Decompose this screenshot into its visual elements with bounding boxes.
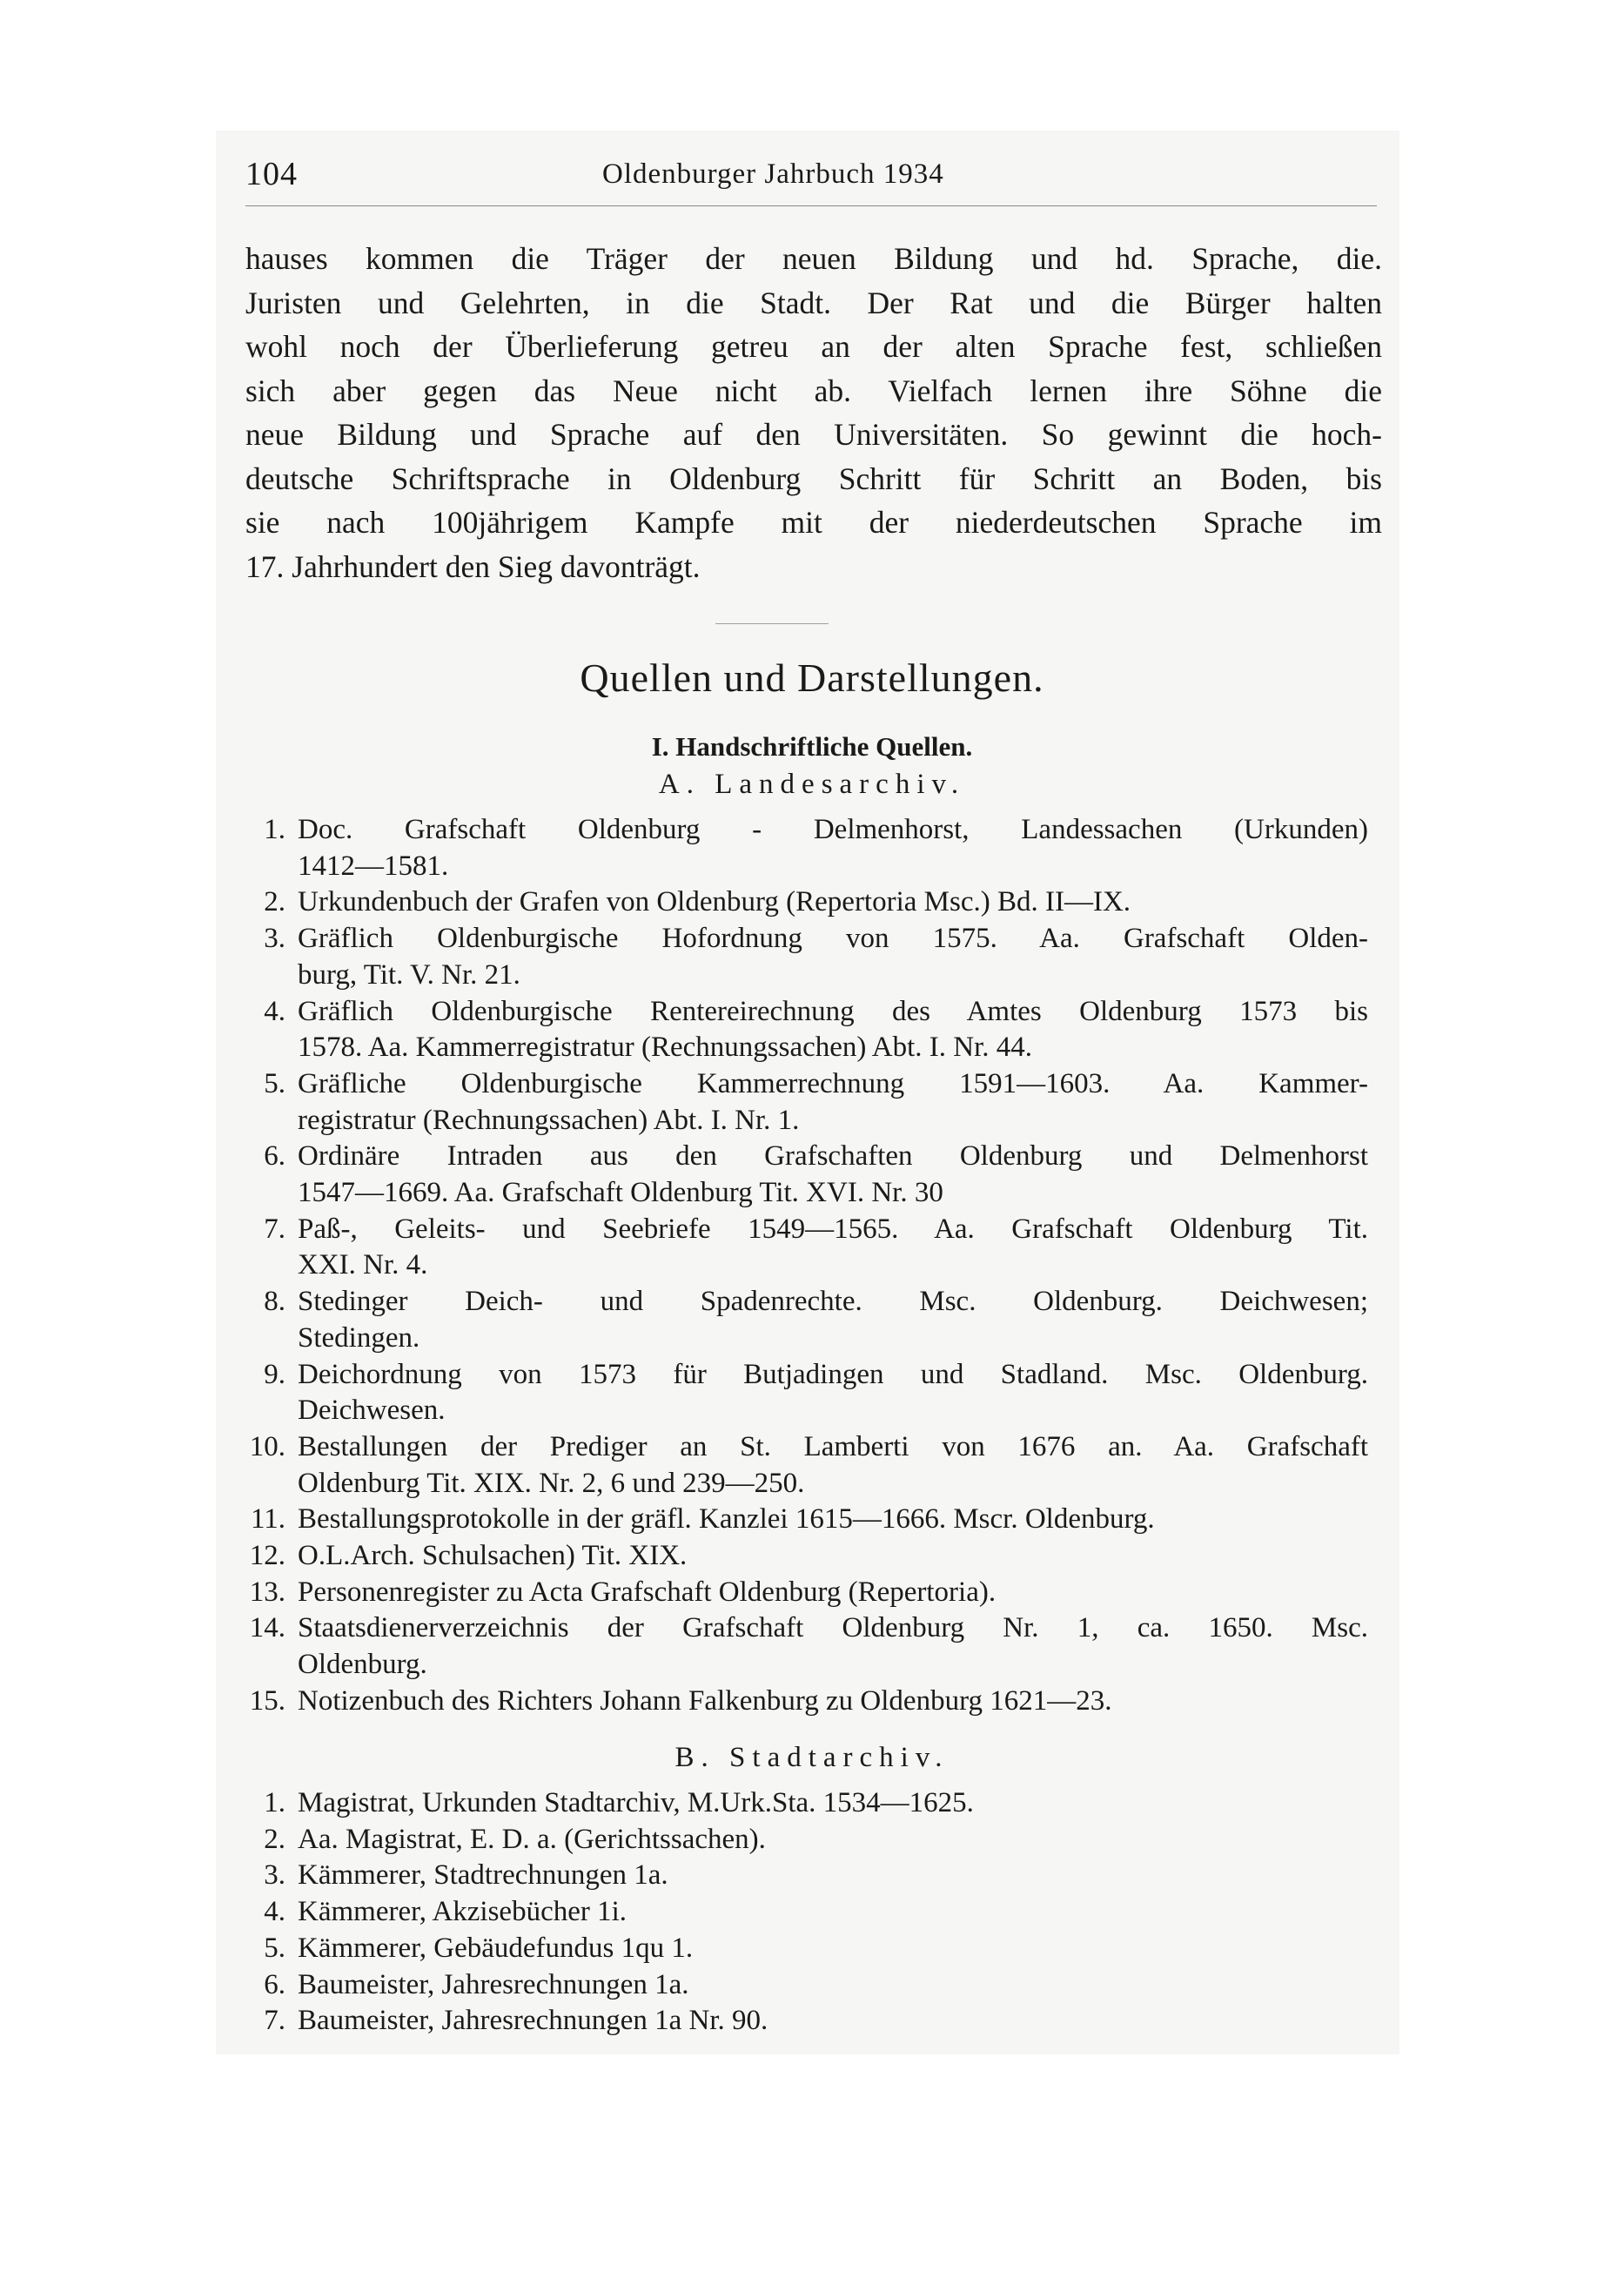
item-line: Gräfliche Oldenburgische Kammerrechnung 1591—1603. Aa. Kammer-: [298, 1067, 1368, 1099]
list-item: [245, 1284, 1368, 1356]
item-number: 12.: [249, 1540, 285, 1572]
stadtarchiv-heading: B. Stadtarchiv.: [674, 1742, 950, 1773]
landesarchiv-list: [245, 812, 1368, 1720]
paragraph-line: wohl noch der Überlieferung getreu an der alten Sprache fest, schließen: [245, 329, 1382, 364]
item-number: 6.: [264, 1968, 285, 2000]
paragraph-line: deutsche Schriftsprache in Oldenburg Schritt für Schritt an Boden, bis: [245, 460, 1382, 496]
item-line: Gräflich Oldenburgische Hofordnung von 1575. Aa. Grafschaft Olden-: [298, 923, 1368, 955]
stadtarchiv-list: [245, 1785, 1368, 2040]
list-item: [245, 1538, 1368, 1575]
item-number: 6.: [264, 1140, 285, 1173]
item-line: Kämmerer, Akzisebücher 1i.: [298, 1896, 627, 1928]
journal-title: Oldenburger Jahrbuch 1934: [602, 158, 944, 190]
list-item: [245, 1858, 1368, 1894]
section-divider: [715, 623, 829, 624]
list-item: [245, 2003, 1368, 2040]
item-text: [298, 1967, 1368, 2004]
list-item: [245, 994, 1368, 1066]
paragraph-line: Juristen und Gelehrten, in die Stadt. Der Rat und die Bürger halten: [245, 285, 1382, 320]
item-line: Baumeister, Jahresrechnungen 1a Nr. 90.: [298, 2005, 768, 2037]
item-text: [298, 994, 1368, 1066]
item-number: 15.: [249, 1684, 285, 1717]
body-paragraph: [245, 237, 1382, 588]
list-item: [245, 1502, 1368, 1538]
item-line: Notizenbuch des Richters Johann Falkenburg zu Oldenburg 1621—23.: [298, 1684, 1112, 1717]
item-line: Doc. Grafschaft Oldenburg - Delmenhorst, Landessachen (Urkunden): [298, 814, 1368, 845]
item-line: 1578. Aa. Kammerregistratur (Rechnungssachen) Abt. I. Nr. 44.: [298, 1032, 1033, 1064]
list-item: [245, 1894, 1368, 1931]
item-line: Kämmerer, Stadtrechnungen 1a.: [298, 1859, 668, 1892]
list-item: [245, 1357, 1368, 1429]
item-line: Deichordnung von 1573 für Butjadingen und Stadland. Msc. Oldenburg.: [298, 1358, 1368, 1390]
item-text: [298, 1212, 1368, 1284]
landesarchiv-heading: A. Landesarchiv.: [658, 769, 966, 800]
list-item: [245, 884, 1368, 921]
item-line: Stedinger Deich- und Spadenrechte. Msc. Oldenburg. Deichwesen;: [298, 1286, 1368, 1318]
item-number: 7.: [264, 2005, 285, 2037]
item-text: [298, 1575, 1368, 1611]
item-number: 9.: [264, 1358, 285, 1390]
item-line: Oldenburg.: [298, 1649, 427, 1681]
item-text: [298, 1785, 1368, 1822]
list-item: [245, 1931, 1368, 1967]
item-text: [298, 1429, 1368, 1502]
item-line: Urkundenbuch der Grafen von Oldenburg (Repertoria Msc.) Bd. II—IX.: [298, 886, 1131, 918]
subsection-title: I. Handschriftliche Quellen.: [651, 731, 973, 762]
paragraph-line: sich aber gegen das Neue nicht ab. Vielfach lernen ihre Söhne die: [245, 373, 1382, 408]
item-text: [298, 1858, 1368, 1894]
page-number: 104: [245, 156, 298, 192]
item-text: [298, 1284, 1368, 1356]
list-item: [245, 1610, 1368, 1683]
item-line: Bestallungsprotokolle in der gräfl. Kanzlei 1615—1666. Mscr. Oldenburg.: [298, 1503, 1155, 1536]
item-number: 4.: [264, 1896, 285, 1928]
list-item: [245, 1429, 1368, 1502]
item-number: 5.: [264, 1932, 285, 1964]
list-item: [245, 1785, 1368, 1822]
item-text: [298, 1822, 1368, 1858]
item-line: Stedingen.: [298, 1321, 420, 1354]
item-number: 13.: [249, 1576, 285, 1608]
list-item: [245, 1212, 1368, 1284]
item-text: [298, 1139, 1368, 1211]
item-number: 4.: [264, 995, 285, 1027]
item-text: [298, 1538, 1368, 1575]
header-rule: [245, 205, 1377, 206]
item-line: Paß-, Geleits- und Seebriefe 1549—1565. Aa. Grafschaft Oldenburg Tit.: [298, 1213, 1368, 1245]
item-number: 7.: [264, 1213, 285, 1245]
paragraph-line: hauses kommen die Träger der neuen Bildung und hd. Sprache, die.: [245, 241, 1382, 276]
item-text: [298, 1894, 1368, 1931]
item-number: 3.: [264, 1859, 285, 1892]
paragraph-line: 17. Jahrhundert den Sieg davonträgt.: [245, 548, 701, 584]
item-line: 1547—1669. Aa. Grafschaft Oldenburg Tit. XVI. Nr. 30: [298, 1177, 943, 1209]
item-number: 5.: [264, 1067, 285, 1099]
paragraph-line: sie nach 100jährigem Kampfe mit der niederdeutschen Sprache im: [245, 505, 1382, 540]
item-line: Baumeister, Jahresrechnungen 1a.: [298, 1968, 689, 2000]
list-item: [245, 1139, 1368, 1211]
item-text: [298, 812, 1368, 884]
item-line: Magistrat, Urkunden Stadtarchiv, M.Urk.Sta. 1534—1625.: [298, 1787, 974, 1818]
running-head: [245, 155, 1377, 207]
item-text: [298, 884, 1368, 921]
item-line: Gräflich Oldenburgische Rentereirechnung des Amtes Oldenburg 1573 bis: [298, 995, 1368, 1027]
section-title: Quellen und Darstellungen.: [580, 655, 1044, 700]
paragraph-line: neue Bildung und Sprache auf den Universitäten. So gewinnt die hoch-: [245, 417, 1382, 452]
item-number: 11.: [250, 1503, 285, 1536]
item-line: 1412—1581.: [298, 850, 449, 882]
item-number: 14.: [249, 1612, 285, 1644]
item-line: Kämmerer, Gebäudefundus 1qu 1.: [298, 1932, 694, 1964]
item-number: 2.: [264, 1823, 285, 1855]
list-item: [245, 921, 1368, 993]
item-line: burg, Tit. V. Nr. 21.: [298, 958, 520, 991]
list-item: [245, 1822, 1368, 1858]
list-item: [245, 1684, 1368, 1720]
item-text: [298, 1610, 1368, 1683]
item-text: [298, 921, 1368, 993]
item-line: XXI. Nr. 4.: [298, 1249, 428, 1281]
item-line: Oldenburg Tit. XIX. Nr. 2, 6 und 239—250.: [298, 1467, 805, 1499]
list-item: [245, 812, 1368, 884]
item-text: [298, 1502, 1368, 1538]
item-text: [298, 1066, 1368, 1139]
item-text: [298, 1684, 1368, 1720]
item-line: Deichwesen.: [298, 1395, 446, 1427]
item-line: registratur (Rechnungssachen) Abt. I. Nr. 1.: [298, 1104, 800, 1136]
list-item: [245, 1575, 1368, 1611]
item-line: Personenregister zu Acta Grafschaft Oldenburg (Repertoria).: [298, 1576, 997, 1608]
item-text: [298, 1931, 1368, 1967]
list-item: [245, 1967, 1368, 2004]
item-line: Staatsdienerverzeichnis der Grafschaft Oldenburg Nr. 1, ca. 1650. Msc.: [298, 1612, 1368, 1644]
item-line: Bestallungen der Prediger an St. Lamberti von 1676 an. Aa. Grafschaft: [298, 1430, 1368, 1462]
item-line: Ordinäre Intraden aus den Grafschaften Oldenburg und Delmenhorst: [298, 1140, 1368, 1173]
item-line: Aa. Magistrat, E. D. a. (Gerichtssachen).: [298, 1823, 766, 1855]
list-item: [245, 1066, 1368, 1139]
item-number: 3.: [264, 923, 285, 955]
item-line: O.L.Arch. Schulsachen) Tit. XIX.: [298, 1540, 688, 1572]
item-text: [298, 1357, 1368, 1429]
item-number: 1.: [264, 814, 285, 845]
item-number: 8.: [264, 1286, 285, 1318]
item-number: 10.: [249, 1430, 285, 1462]
item-text: [298, 2003, 1368, 2040]
item-number: 1.: [264, 1787, 285, 1818]
item-number: 2.: [264, 886, 285, 918]
